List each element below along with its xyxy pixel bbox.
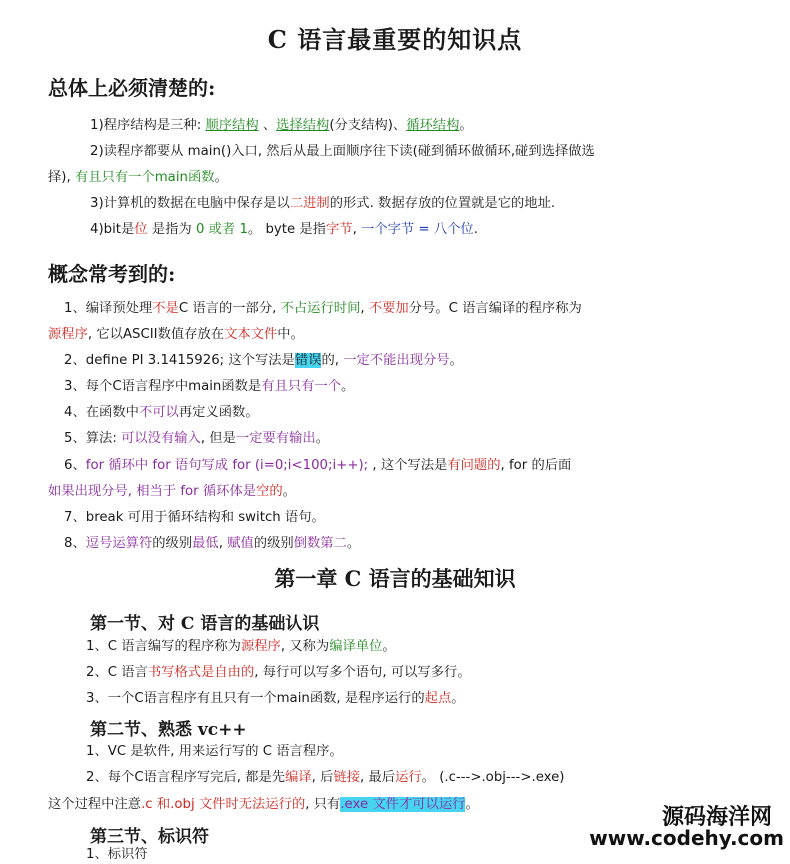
overall-item-4: 4)bit是位 是指为 0 或者 1。 byte 是指字节, 一个字节 = 八个位.	[90, 222, 478, 237]
concept-item-7: 7、break 可用于循环结构和 switch 语句。	[64, 510, 325, 525]
section-1-item-2: 2、C 语言书写格式是自由的, 每行可以写多个语句, 可以写多行。	[86, 665, 471, 680]
concept-item-6: 6、for 循环中 for 语句写成 for (i=0;i<100;i++); , 这个写法是有问题的, for 的后面	[64, 458, 572, 473]
overall-heading: 总体上必须清楚的:	[48, 76, 216, 100]
concept-item-4: 4、在函数中不可以再定义函数。	[64, 405, 259, 420]
section-2-item-1: 1、VC 是软件, 用来运行写的 C 语言程序。	[86, 744, 343, 759]
section-3-item-1: 1、标识符	[86, 847, 148, 862]
section-2-item-2: 2、每个C语言程序写完后, 都是先编译, 后链接, 最后运行。 (.c--->.obj--->.exe)	[86, 770, 565, 785]
section-2-item-2-cont: 这个过程中注意.c 和.obj 文件时无法运行的, 只有.exe 文件才可以运行。	[48, 797, 479, 812]
section-1-title: 第一节、对 C 语言的基础认识	[90, 614, 320, 634]
overall-item-3: 3)计算机的数据在电脑中保存是以二进制的形式. 数据存放的位置就是它的地址.	[90, 196, 556, 211]
section-2-title: 第二节、熟悉 vc++	[90, 720, 247, 740]
concept-item-1-cont: 源程序, 它以ASCII数值存放在文本文件中。	[48, 327, 304, 342]
overall-item-1: 1)程序结构是三种: 顺序结构 、选择结构(分支结构)、循环结构。	[90, 118, 473, 133]
section-1-item-1: 1、C 语言编写的程序称为源程序, 又称为编译单位。	[86, 639, 396, 654]
overall-item-2-cont: 择), 有且只有一个main函数。	[48, 170, 228, 185]
concept-item-5: 5、算法: 可以没有输入, 但是一定要有输出。	[64, 431, 329, 446]
page-title: C 语言最重要的知识点	[267, 25, 523, 54]
watermark-url: www.codehy.com	[589, 826, 784, 850]
concept-item-1: 1、编译预处理不是C 语言的一部分, 不占运行时间, 不要加分号。C 语言编译的程序称为	[64, 301, 582, 316]
watermark-site-name: 源码海洋网	[661, 805, 772, 830]
section-1-item-3: 3、一个C语言程序有且只有一个main函数, 是程序运行的起点。	[86, 691, 465, 706]
concept-item-2: 2、define PI 3.1415926; 这个写法是错误的, 一定不能出现分号。	[64, 353, 463, 368]
concept-item-3: 3、每个C语言程序中main函数是有且只有一个。	[64, 379, 355, 394]
concepts-heading: 概念常考到的:	[48, 262, 176, 286]
chapter-title: 第一章 C 语言的基础知识	[274, 566, 516, 591]
concept-item-6-cont: 如果出现分号, 相当于 for 循环体是空的。	[48, 484, 296, 499]
overall-item-2: 2)读程序都要从 main()入口, 然后从最上面顺序往下读(碰到循环做循环,碰到选择做选	[90, 144, 595, 159]
section-3-title: 第三节、标识符	[90, 827, 209, 847]
concept-item-8: 8、逗号运算符的级别最低, 赋值的级别倒数第二。	[64, 536, 361, 551]
